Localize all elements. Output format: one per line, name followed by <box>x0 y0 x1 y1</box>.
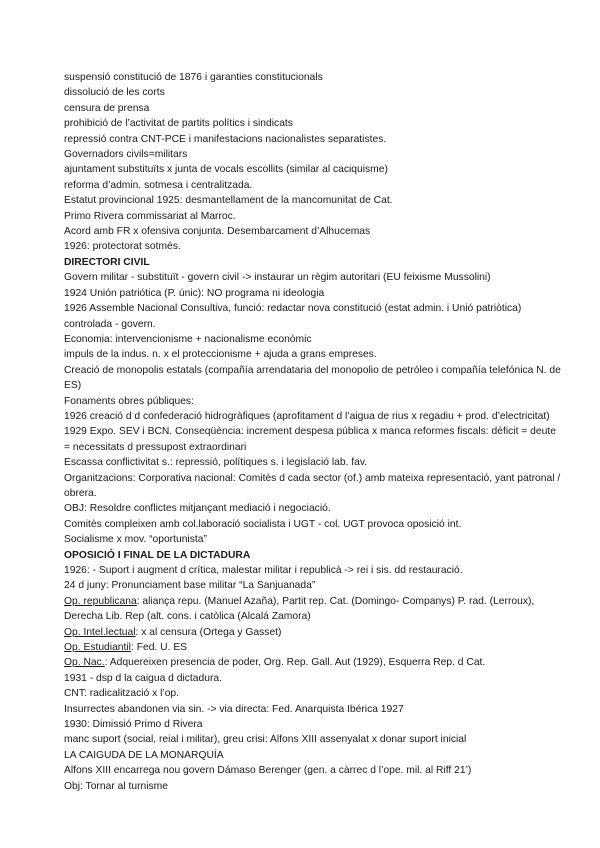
section-heading-oposicio: OPOSICIÓ I FINAL DE LA DICTADURA <box>64 549 251 561</box>
text-line: 1930: Dimissió Primo d Rivera <box>64 719 203 731</box>
text-line: impuls de la indus. n. x el proteccionisme + ajuda a grans empreses. <box>64 349 377 361</box>
section-heading-caiguda: LA CAIGUDA DE LA MONARQUÍA <box>64 749 224 761</box>
text-line: Acord amb FR x ofensiva conjunta. Desembarcament d’Alhucemas <box>64 226 371 238</box>
text-line: suspensió constitució de 1876 i garanties constitucionals <box>64 72 323 83</box>
op-republicana-line <box>64 594 564 625</box>
text-line: Comitès compleixen amb col.laboració socialista i UGT - col. UGT provoca oposició int. <box>64 518 462 530</box>
text-line: reforma d’admin. sotmesa i centralitzada. <box>64 179 253 191</box>
text-line: Govern militar - substituït - govern civil -> instaurar un règim autoritari (EU feixisme Mussolini) <box>64 272 491 284</box>
text-line: Organitzacions: Corporativa nacional: Comitès d cada sector (of.) amb mateixa representació, yant patronal / obrera. <box>64 472 561 499</box>
text-line: Alfons XIII encarrega nou govern Dámaso Berenger (gen. a càrrec d l’ope. mil. al Riff 21’) <box>64 765 472 777</box>
text-line: Estatut provincional 1925: desmantellament de la mancomunitat de Cat. <box>64 195 393 207</box>
text-line: 1926: protectorat sotmés. <box>64 241 181 253</box>
text-line: ajuntament substituïts x junta de vocals escollits (similar al caciquisme) <box>64 164 388 176</box>
op-nacionalista-line <box>64 655 564 670</box>
text-line: 1929 Expo. SEV i BCN. Conseqüència: increment despesa pública x manca reformes fiscals: dèficit = deute = necessitats d pressupost extraordinari <box>64 426 556 453</box>
text-line: Fonaments obres públiques: <box>64 395 194 407</box>
text-line: censura de prensa <box>64 102 150 114</box>
text-line: Governadors civils=militars <box>64 149 188 161</box>
section-heading-directori: DIRECTORI CIVIL <box>64 256 150 268</box>
text-line: repressió contra CNT-PCE i manifestacions nacionalistes separatistes. <box>64 133 387 145</box>
op-nacionalista-label: Op. Nac. <box>64 657 105 669</box>
op-republicana-label: Op. republicana <box>64 595 137 607</box>
text-line: 1926 Assemble Nacional Consultiva, funció: redactar nova constitució (estat admin. i Unió patriòtica) controlada - govern. <box>64 303 522 330</box>
text-line: 1926 creació d d confederació hidrogràfiques (aprofitament d l’aigua de rius x regadiu + prod. d’electricitat) <box>64 410 550 422</box>
op-estudiantil-line <box>64 640 564 655</box>
text-line: 1924 Unión patriótica (P. únic): NO programa ni ideologia <box>64 287 325 299</box>
text-line: dissolució de les corts <box>64 87 165 99</box>
op-republicana-text: : aliança repu. (Manuel Azaña), Partit rep. Cat. (Domingo- Companys) P. rad. (Lerroux), Derecha Lib. Rep (alt. cons. i catòlica (Alcalá Zamora) <box>64 595 535 623</box>
text-line: Insurrectes abandonen via sin. -> via directa: Fed. Anarquista Ibérica 1927 <box>64 703 404 715</box>
document-page <box>64 70 564 794</box>
op-intelectual-text: : x al censura (Ortega y Gasset) <box>135 626 282 638</box>
op-estudiantil-text: : Fed. U. ES <box>130 642 188 654</box>
text-line: Obj: Tornar al turnisme <box>64 780 168 792</box>
text-line: CNT: radicalització x l’op. <box>64 688 180 700</box>
text-line: Escassa conflictivitat s.: repressió, polítiques s. i legislació lab. fav. <box>64 457 368 469</box>
text-line: manc suport (social, reial i militar), greu crisi: Alfons XIII assenyalat x donar suport inicial <box>64 734 467 746</box>
op-intelectual-label: Op. Intel.lectual <box>64 626 136 638</box>
op-intelectual-line <box>64 625 564 640</box>
text-line: Economia: intervencionisme + nacionalisme econòmic <box>64 333 312 345</box>
text-line: OBJ: Resoldre conflictes mitjançant mediació i negociació. <box>64 503 331 515</box>
op-nacionalista-text: : Adquereixen presencia de poder, Org. Rep. Gall. Aut (1929), Esquerra Rep. d Cat. <box>104 657 486 669</box>
text-line: 24 d juny: Pronunciament base militar “La Sanjuanada” <box>64 580 316 592</box>
text-line: 1926: - Suport i augment d crítica, malestar militar i republicà -> rei i sis. dd restauració. <box>64 565 463 576</box>
text-line: prohibició de l’activitat de partits polítics i sindicats <box>64 118 293 130</box>
text-line: Creació de monopolis estatals (compañía arrendataria del monopolio de petróleo i compañía telefónica N. de ES) <box>64 364 561 392</box>
text-line: Socialisme x mov. “oportunista” <box>64 534 207 546</box>
text-line: Primo Rivera commissariat al Marroc. <box>64 210 236 222</box>
text-line: 1931 - dsp d la caigua d dictadura. <box>64 672 222 684</box>
op-estudiantil-label: Op. Estudiantil <box>64 642 131 654</box>
